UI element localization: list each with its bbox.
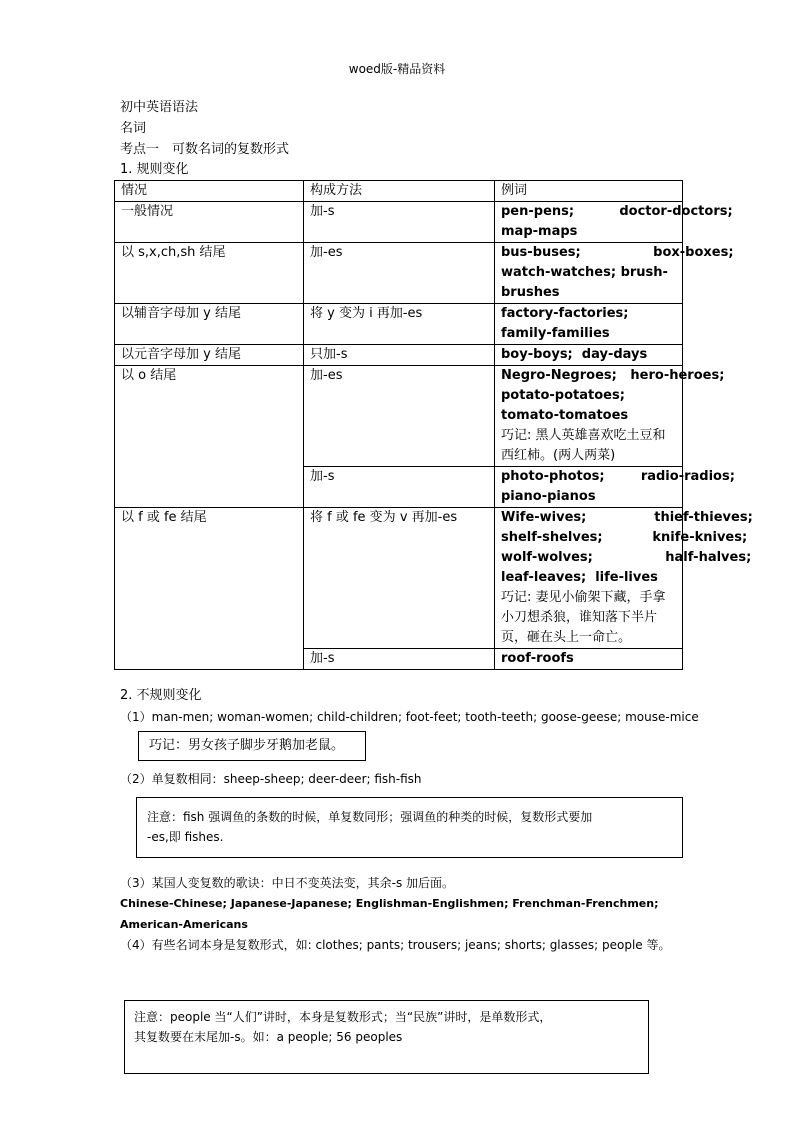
case-cell: 一般情况 [115,202,304,243]
table-header: 情况 [115,181,304,202]
examples-cell [495,243,734,304]
table-row [115,345,683,366]
example-line: piano-pianos [501,489,596,504]
note-box-people [124,1000,649,1074]
example-line: pen-pens; doctor-doctors; [501,204,733,219]
case-cell: 以辅音字母加 y 结尾 [115,304,304,345]
irregular-item-2: （2）单复数相同：sheep-sheep; deer-deer; fish-fish [120,772,422,786]
examples-cell [495,467,735,508]
example-line: map-maps [501,224,578,239]
mnemonic-line: 巧记: 黑人英雄喜欢吃土豆和 [501,428,666,443]
example-line: factory-factories; [501,306,629,321]
method-cell: 加-es [304,366,495,467]
example-line: shelf-shelves; knife-knives; [501,530,748,545]
note-line: -es,即 fishes. [147,830,224,844]
nationality-examples: American-Americans [120,918,248,931]
examples-cell [495,366,725,467]
case-cell: 以元音字母加 y 结尾 [115,345,304,366]
table-header: 例词 [495,181,683,202]
table-row [115,243,683,304]
part1-heading: 1. 规则变化 [120,162,189,177]
mnemonic-line: 小刀想杀狼，谁知落下半片 [501,610,658,625]
section-title: 名词 [120,121,147,136]
example-line: photo-photos; radio-radios; [501,469,735,484]
example-line: boy-boys; day-days [501,347,648,362]
example-line: Negro-Negroes; hero-heroes; [501,368,725,383]
table-row [115,366,683,467]
example-line: leaf-leaves; life-lives [501,570,658,585]
tip-text: 巧记：男女孩子脚步牙鹅加老鼠。 [149,738,345,753]
part2-heading: 2. 不规则变化 [120,688,202,703]
irregular-item-4: （4）有些名词本身是复数形式，如: clothes; pants; trousers; jeans; shorts; glasses; people 等。 [120,938,671,952]
example-line: bus-buses; box-boxes; [501,245,734,260]
example-line: watch-watches; brush-brushes [501,265,668,300]
note-line: 其复数要在末尾加-s。如：a people; 56 peoples [134,1030,403,1044]
table-row [115,508,683,649]
plural-rules-table [114,180,753,670]
case-cell: 以 f 或 fe 结尾 [115,508,304,670]
method-cell: 只加-s [304,345,495,366]
tip-box [138,731,366,761]
examples-cell [495,508,753,649]
doc-title: 初中英语语法 [120,100,199,115]
examples-cell [495,202,733,243]
example-line: potato-potatoes; [501,388,625,403]
example-line: Wife-wives; thief-thieves; [501,510,753,525]
method-cell: 加-s [304,202,495,243]
case-cell: 以 o 结尾 [115,366,304,508]
method-cell: 加-es [304,243,495,304]
irregular-item-1: （1）man-men; woman-women; child-children; foot-feet; tooth-teeth; goose-geese; mouse-mice [120,710,699,724]
note-box-fish [136,797,683,858]
example-line: roof-roofs [501,651,574,666]
irregular-item-3: （3）某国人变复数的歌诀：中日不变英法变，其余-s 加后面。 [120,876,455,890]
table-row [115,202,683,243]
method-cell: 将 y 变为 i 再加-es [304,304,495,345]
page-header: woed版-精品资料 [348,62,446,76]
table-row [115,304,683,345]
topic-title: 考点一 可数名词的复数形式 [120,142,290,157]
examples-cell [495,649,683,670]
examples-cell [495,304,683,345]
example-line: tomato-tomatoes [501,408,629,423]
mnemonic-line: 页，砸在头上一命亡。 [501,630,632,645]
method-cell: 加-s [304,467,495,508]
note-line: 注意：fish 强调鱼的条数的时候，单复数同形；强调鱼的种类的时候，复数形式要加 [147,810,593,824]
mnemonic-line: 巧记: 妻见小偷架下藏，手拿 [501,590,666,605]
case-cell: 以 s,x,ch,sh 结尾 [115,243,304,304]
method-cell: 将 f 或 fe 变为 v 再加-es [304,508,495,649]
note-line: 注意：people 当“人们”讲时，本身是复数形式；当“民族”讲时，是单数形式， [134,1010,552,1024]
examples-cell [495,345,683,366]
table-header: 构成方法 [304,181,495,202]
table-header-row [115,181,683,202]
method-cell: 加-s [304,649,495,670]
example-line: wolf-wolves; half-halves; [501,550,752,565]
example-line: family-families [501,326,610,341]
mnemonic-line: 西红柿。(两人两菜) [501,448,616,463]
nationality-examples: Chinese-Chinese; Japanese-Japanese; Englishman-Englishmen; Frenchman-Frenchmen; [120,897,659,910]
